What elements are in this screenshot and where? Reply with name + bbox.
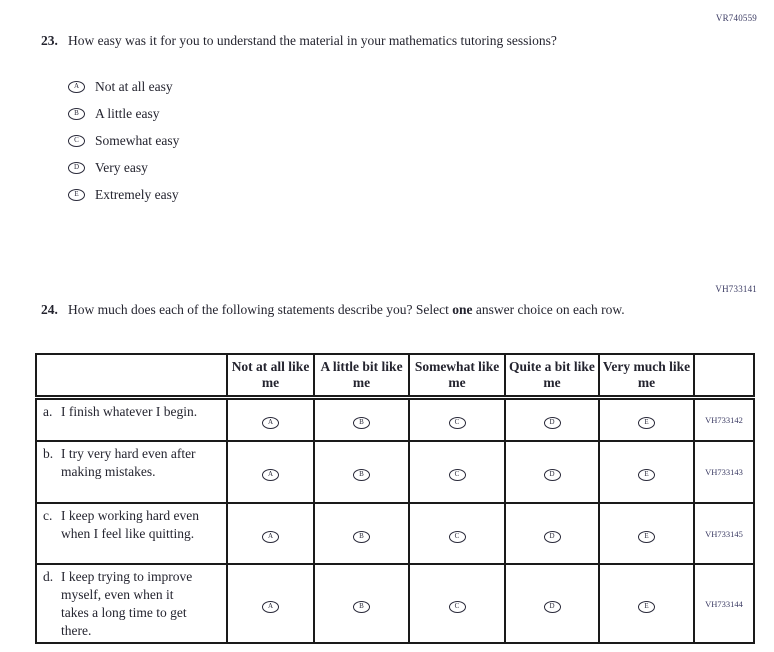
answer-cell-b-C[interactable] [409,441,505,503]
option-label: Extremely easy [95,187,179,202]
row-code: VH733145 [694,503,754,564]
answer-cell-b-D[interactable] [505,441,599,503]
header-statement-blank [36,354,227,397]
radio-bubble-b[interactable]: B [68,108,85,120]
answer-cell-a-A[interactable] [227,397,314,441]
radio-bubble-e[interactable]: E [638,531,655,543]
radio-bubble-a[interactable]: A [262,417,279,429]
answer-cell-d-E[interactable] [599,564,694,643]
option-somewhat-easy[interactable] [68,134,179,148]
radio-bubble-d[interactable]: D [544,417,561,429]
radio-bubble-a[interactable]: A [68,81,85,93]
question-24-text-bold: one [452,302,473,317]
question-23 [41,31,640,50]
answer-cell-a-C[interactable] [409,397,505,441]
answer-cell-a-D[interactable] [505,397,599,441]
option-label: Not at all easy [95,79,173,94]
answer-cell-d-D[interactable] [505,564,599,643]
statements-table [35,353,755,644]
answer-cell-d-C[interactable] [409,564,505,643]
table-row-d [36,564,754,643]
header-not-at-all: Not at all like me [227,354,314,397]
radio-bubble-e[interactable]: E [68,189,85,201]
radio-bubble-a[interactable]: A [262,469,279,481]
answer-cell-b-E[interactable] [599,441,694,503]
radio-bubble-e[interactable]: E [638,601,655,613]
question-24 [41,300,640,319]
row-letter: b. [43,446,54,461]
row-letter: a. [43,403,53,419]
row-code: VH733144 [694,564,754,643]
radio-bubble-b[interactable]: B [353,601,370,613]
answer-cell-a-E[interactable] [599,397,694,441]
radio-bubble-b[interactable]: B [353,469,370,481]
statement-cell-a [36,397,227,441]
header-a-little-bit: A little bit like me [314,354,409,397]
statement-cell-b [36,441,227,503]
radio-bubble-e[interactable]: E [638,417,655,429]
radio-bubble-b[interactable]: B [353,417,370,429]
radio-bubble-d[interactable]: D [544,601,561,613]
row-letter: c. [43,508,53,523]
statement-cell-c [36,503,227,564]
question-23-number: 23. [41,33,58,48]
radio-bubble-c[interactable]: C [68,135,85,147]
answer-cell-c-A[interactable] [227,503,314,564]
option-a-little-easy[interactable] [68,107,179,121]
answer-cell-d-A[interactable] [227,564,314,643]
question-24-text-before: How much does each of the following statements describe you? Select [68,302,453,317]
radio-bubble-e[interactable]: E [638,469,655,481]
header-somewhat: Somewhat like me [409,354,505,397]
question-24-text [68,300,640,319]
answer-cell-c-E[interactable] [599,503,694,564]
answer-cell-b-B[interactable] [314,441,409,503]
header-quite-a-bit: Quite a bit like me [505,354,599,397]
radio-bubble-d[interactable]: D [68,162,85,174]
option-label: Very easy [95,160,148,175]
answer-cell-d-B[interactable] [314,564,409,643]
radio-bubble-c[interactable]: C [449,601,466,613]
row-statement: I keep working hard even when I feel like quitting. [61,508,199,541]
answer-cell-a-B[interactable] [314,397,409,441]
radio-bubble-c[interactable]: C [449,531,466,543]
option-not-at-all-easy[interactable] [68,80,179,94]
question-23-text: How easy was it for you to understand the material in your mathematics tutoring sessions? [68,33,557,48]
table-header-row [36,354,754,397]
question-23-options [68,80,179,215]
radio-bubble-a[interactable]: A [262,531,279,543]
statement-cell-d [36,564,227,643]
header-very-much: Very much like me [599,354,694,397]
radio-bubble-d[interactable]: D [544,469,561,481]
question-24-text-after: answer choice on each row. [472,302,625,317]
radio-bubble-b[interactable]: B [353,531,370,543]
radio-bubble-c[interactable]: C [449,417,466,429]
table-row-a [36,397,754,441]
radio-bubble-c[interactable]: C [449,469,466,481]
row-statement: I keep trying to improve myself, even when it takes a long time to get there. [61,569,193,638]
answer-cell-c-B[interactable] [314,503,409,564]
option-very-easy[interactable] [68,161,179,175]
row-code: VH733142 [694,397,754,441]
question-24-number: 24. [41,302,58,317]
radio-bubble-d[interactable]: D [544,531,561,543]
table-row-b [36,441,754,503]
accession-code-q24: VH733141 [715,284,757,294]
table-row-c [36,503,754,564]
option-extremely-easy[interactable] [68,188,179,202]
accession-code-top: VR740559 [715,13,757,23]
answer-cell-b-A[interactable] [227,441,314,503]
row-code: VH733143 [694,441,754,503]
row-letter: d. [43,569,54,584]
row-statement: I try very hard even after making mistakes. [61,446,196,479]
option-label: A little easy [95,106,160,121]
radio-bubble-a[interactable]: A [262,601,279,613]
row-statement: I finish whatever I begin. [61,403,198,419]
header-code-blank [694,354,754,397]
answer-cell-c-C[interactable] [409,503,505,564]
option-label: Somewhat easy [95,133,180,148]
answer-cell-c-D[interactable] [505,503,599,564]
